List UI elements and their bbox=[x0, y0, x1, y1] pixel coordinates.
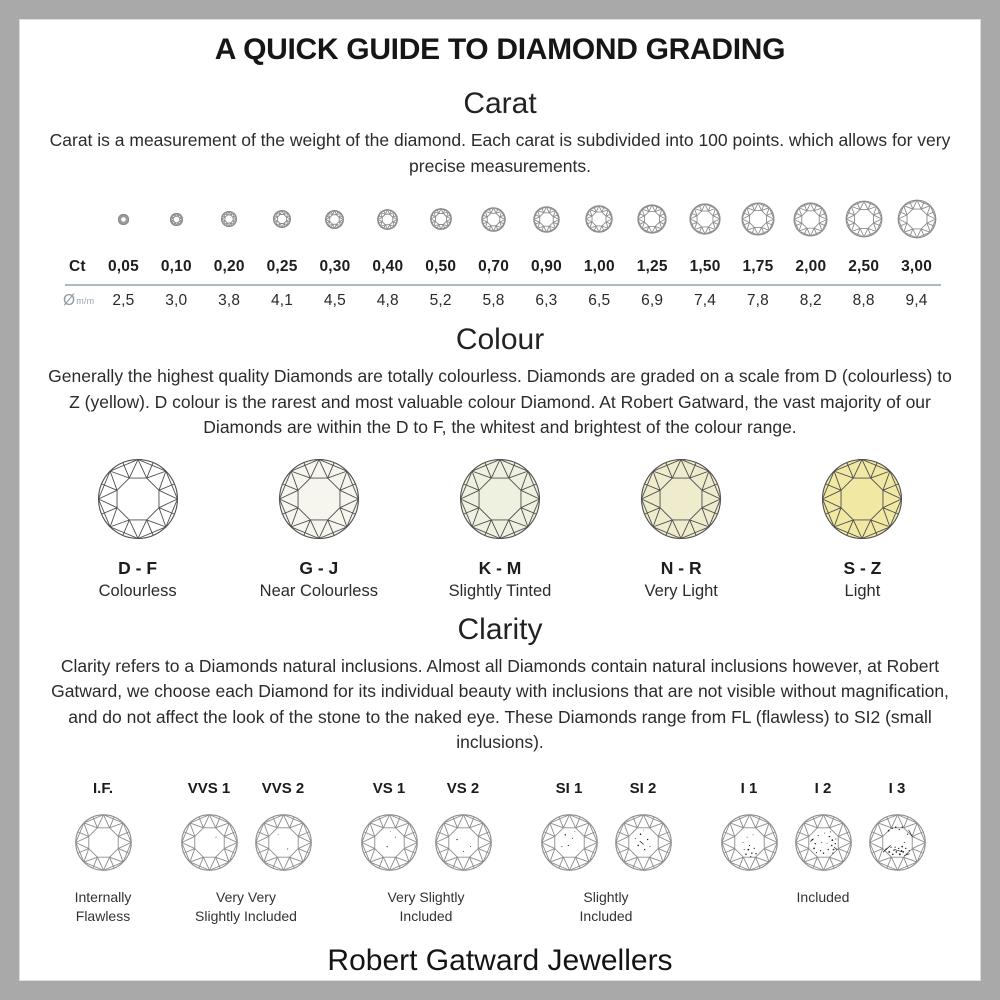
carat-mm-value: 5,2 bbox=[429, 292, 452, 310]
carat-column bbox=[203, 193, 256, 311]
carat-mm-value: 4,1 bbox=[270, 292, 294, 310]
carat-diamond-cell bbox=[573, 193, 626, 245]
carat-diamond-cell bbox=[414, 193, 467, 245]
clarity-caption-line1: Very Very bbox=[216, 888, 276, 905]
carat-ct-value: 0,50 bbox=[425, 258, 457, 276]
carat-ct-value: 0,40 bbox=[372, 258, 404, 276]
clarity-caption-line2: Included bbox=[399, 907, 453, 924]
clarity-caption bbox=[360, 888, 493, 926]
diamond-icon bbox=[585, 205, 613, 233]
clarity-description: Clarity refers to a Diamonds natural inclusions. Almost all Diamonds contain natural inclusions however, at Robert Gatward, we choose each Diamond for its individual beauty with inclusions that are not visible without magnification, and do not affect the look of the stone to the naked eye. These Diamonds range from FL (flawless) to SI2 (small inclusions). bbox=[51, 655, 949, 753]
clarity-stone bbox=[868, 780, 927, 872]
carat-ct-value: 2,50 bbox=[848, 258, 880, 276]
carat-mm-value: 4,5 bbox=[323, 292, 347, 310]
diamond-icon bbox=[639, 457, 723, 541]
carat-mm-value: 3,0 bbox=[165, 292, 188, 310]
clarity-stone bbox=[434, 780, 493, 872]
clarity-stone bbox=[540, 780, 599, 872]
carat-ct-value: 0,70 bbox=[478, 258, 510, 276]
carat-column bbox=[626, 193, 679, 311]
colour-grade-range: N - R bbox=[660, 557, 702, 578]
carat-column bbox=[890, 193, 943, 311]
diameter-unit: m/m bbox=[76, 296, 95, 307]
carat-column bbox=[309, 193, 362, 311]
carat-ct-value: 0,10 bbox=[160, 258, 192, 276]
carat-scale bbox=[63, 193, 943, 311]
carat-column bbox=[679, 193, 732, 311]
carat-ct-value: 1,00 bbox=[583, 258, 615, 276]
inclusion-marks bbox=[215, 837, 216, 838]
colour-grade-label: Near Colourless bbox=[259, 581, 378, 600]
carat-ct-value: 0,05 bbox=[107, 258, 139, 276]
carat-column bbox=[467, 193, 520, 311]
carat-diamond-cell bbox=[361, 193, 414, 245]
colour-grade bbox=[788, 457, 937, 601]
clarity-stone bbox=[360, 780, 419, 872]
clarity-grade-label: VS 1 bbox=[372, 779, 406, 797]
carat-diamond-cell bbox=[150, 193, 203, 245]
carat-mm-value: 6,3 bbox=[535, 292, 558, 310]
colour-grade bbox=[244, 457, 393, 601]
carat-column bbox=[256, 193, 309, 311]
carat-row-divider bbox=[65, 284, 941, 286]
colour-grade-label: Colourless bbox=[98, 581, 177, 600]
carat-diamond-cell bbox=[309, 193, 362, 245]
clarity-caption bbox=[540, 888, 673, 926]
colour-grade bbox=[425, 457, 574, 601]
carat-mm-value: 3,8 bbox=[218, 292, 241, 310]
colour-heading: Colour bbox=[455, 323, 545, 357]
diamond-icon bbox=[637, 204, 667, 234]
clarity-stone bbox=[74, 780, 133, 872]
clarity-grade-label: VVS 2 bbox=[261, 779, 305, 797]
carat-ct-value: 0,25 bbox=[266, 258, 298, 276]
clarity-groups bbox=[43, 780, 957, 926]
clarity-group bbox=[540, 780, 673, 926]
clarity-caption bbox=[74, 888, 133, 926]
diamond-icon bbox=[689, 203, 721, 235]
clarity-stones bbox=[540, 780, 673, 872]
clarity-grade-label: SI 1 bbox=[555, 779, 583, 797]
carat-diamond-cell bbox=[890, 193, 943, 245]
carat-column bbox=[520, 193, 573, 311]
diamond-icon bbox=[820, 457, 904, 541]
carat-row-labels bbox=[63, 193, 97, 311]
clarity-grade-label: VS 2 bbox=[446, 779, 480, 797]
colour-grade-label: Light bbox=[844, 581, 881, 600]
clarity-caption-line2: Flawless bbox=[75, 907, 131, 924]
carat-ct-value: 3,00 bbox=[901, 258, 933, 276]
clarity-stones bbox=[720, 780, 927, 872]
diamond-icon bbox=[96, 457, 180, 541]
carat-column bbox=[414, 193, 467, 311]
carat-column bbox=[361, 193, 414, 311]
diamond-icon bbox=[481, 207, 506, 232]
diamond-icon bbox=[794, 813, 853, 872]
carat-mm-value: 6,5 bbox=[588, 292, 611, 310]
carat-diamond-cell bbox=[467, 193, 520, 245]
diamond-icon bbox=[720, 813, 779, 872]
carat-column bbox=[97, 193, 150, 311]
carat-mm-value: 7,4 bbox=[693, 292, 717, 310]
clarity-stone bbox=[720, 780, 779, 872]
carat-mm-value: 4,8 bbox=[376, 292, 399, 310]
carat-ct-value: 1,75 bbox=[742, 258, 774, 276]
colour-grades bbox=[63, 457, 937, 601]
carat-diamond-cell bbox=[203, 193, 256, 245]
clarity-caption bbox=[180, 888, 313, 926]
clarity-grade-label: VVS 1 bbox=[187, 779, 231, 797]
diamond-icon bbox=[540, 813, 599, 872]
carat-column bbox=[150, 193, 203, 311]
colour-grade-label: Slightly Tinted bbox=[448, 581, 552, 600]
carat-description: Carat is a measurement of the weight of the diamond. Each carat is subdivided into 100 points. which allows for very precise measurements. bbox=[49, 130, 951, 176]
carat-ct-value: 1,25 bbox=[636, 258, 668, 276]
carat-column bbox=[732, 193, 785, 311]
clarity-group bbox=[720, 780, 927, 926]
diamond-icon bbox=[74, 813, 133, 872]
diamond-icon bbox=[254, 813, 313, 872]
diamond-icon bbox=[793, 202, 828, 237]
diamond-icon bbox=[533, 206, 560, 233]
clarity-grade-label: I 1 bbox=[740, 779, 758, 797]
carat-heading: Carat bbox=[463, 87, 537, 120]
clarity-grade-label: I 2 bbox=[814, 779, 832, 797]
carat-ct-value: 1,50 bbox=[689, 258, 721, 276]
clarity-stones bbox=[74, 780, 133, 872]
carat-diamond-cell bbox=[520, 193, 573, 245]
page-title: A QUICK GUIDE TO DIAMOND GRADING bbox=[214, 33, 786, 66]
colour-grade bbox=[607, 457, 756, 601]
colour-grade-label: Very Light bbox=[644, 581, 718, 600]
carat-mm-value: 6,9 bbox=[641, 292, 664, 310]
diamond-icon bbox=[458, 457, 542, 541]
carat-mm-value: 5,8 bbox=[482, 292, 505, 310]
clarity-heading: Clarity bbox=[457, 612, 543, 646]
clarity-stone bbox=[614, 780, 673, 872]
clarity-grade-label: I 3 bbox=[888, 779, 906, 797]
diamond-icon bbox=[325, 210, 344, 229]
colour-grade-range: G - J bbox=[299, 557, 339, 578]
clarity-caption-line1: Slightly bbox=[583, 888, 629, 905]
clarity-caption-line2: Included bbox=[579, 907, 633, 924]
carat-ct-value: 0,30 bbox=[319, 258, 351, 276]
carat-diamond-cell bbox=[732, 193, 785, 245]
carat-diamond-cell bbox=[837, 193, 890, 245]
page-content bbox=[19, 19, 981, 981]
carat-ct-label: Ct bbox=[69, 258, 86, 276]
carat-diamond-cell bbox=[626, 193, 679, 245]
carat-mm-value: 8,2 bbox=[799, 292, 822, 310]
colour-grade-range: D - F bbox=[118, 557, 158, 578]
carat-diameter-label bbox=[63, 291, 97, 311]
carat-column bbox=[573, 193, 626, 311]
clarity-stone bbox=[180, 780, 239, 872]
diamond-icon bbox=[845, 200, 883, 238]
clarity-caption-line2: Slightly Included bbox=[195, 907, 297, 924]
colour-grade-range: K - M bbox=[478, 557, 522, 578]
carat-mm-value: 2,5 bbox=[112, 292, 135, 310]
carat-diamond-cell bbox=[256, 193, 309, 245]
diamond-icon bbox=[430, 208, 452, 230]
diameter-symbol: Ø bbox=[63, 292, 76, 310]
diamond-icon bbox=[360, 813, 419, 872]
carat-column bbox=[837, 193, 890, 311]
clarity-group bbox=[74, 780, 133, 926]
clarity-stone bbox=[254, 780, 313, 872]
diamond-icon bbox=[614, 813, 673, 872]
diamond-icon bbox=[434, 813, 493, 872]
diamond-icon bbox=[170, 213, 183, 226]
diamond-icon bbox=[277, 457, 361, 541]
clarity-grade-label: SI 2 bbox=[629, 779, 657, 797]
clarity-stones bbox=[180, 780, 313, 872]
carat-diamond-cell bbox=[784, 193, 837, 245]
clarity-group bbox=[360, 780, 493, 926]
colour-description: Generally the highest quality Diamonds are totally colourless. Diamonds are graded on a scale from D (colourless) to Z (yellow). D colour is the rarest and most valuable colour Diamond. At Robert Gatward, the vast majority of our Diamonds are within the D to F, the whitest and brightest of the colour range. bbox=[48, 366, 952, 438]
clarity-group bbox=[180, 780, 313, 926]
clarity-caption bbox=[720, 888, 927, 907]
clarity-grade-label: I.F. bbox=[92, 779, 113, 797]
colour-grade bbox=[63, 457, 212, 601]
clarity-caption-line1: Included bbox=[796, 888, 850, 905]
carat-mm-value: 9,4 bbox=[905, 292, 928, 310]
diamond-icon bbox=[273, 210, 291, 228]
clarity-caption-line1: Internally bbox=[74, 888, 132, 905]
carat-diamond-cell bbox=[97, 193, 150, 245]
carat-ct-value: 0,20 bbox=[213, 258, 245, 276]
carat-column bbox=[784, 193, 837, 311]
carat-mm-value: 8,8 bbox=[852, 292, 875, 310]
diamond-icon bbox=[377, 209, 398, 230]
diamond-icon bbox=[868, 813, 927, 872]
diamond-icon bbox=[897, 199, 937, 239]
diamond-icon bbox=[221, 211, 237, 227]
clarity-stone bbox=[794, 780, 853, 872]
carat-ct-value: 0,90 bbox=[530, 258, 562, 276]
carat-label-spacer bbox=[63, 193, 97, 245]
diamond-icon bbox=[180, 813, 239, 872]
carat-diamond-cell bbox=[679, 193, 732, 245]
diamond-icon bbox=[118, 214, 129, 225]
diamond-icon bbox=[741, 202, 775, 236]
clarity-stones bbox=[360, 780, 493, 872]
colour-grade-range: S - Z bbox=[843, 557, 882, 578]
carat-ct-value: 2,00 bbox=[795, 258, 827, 276]
footer-brand: Robert Gatward Jewellers bbox=[327, 943, 673, 977]
carat-mm-value: 7,8 bbox=[746, 292, 770, 310]
clarity-caption-line1: Very Slightly bbox=[387, 888, 465, 905]
